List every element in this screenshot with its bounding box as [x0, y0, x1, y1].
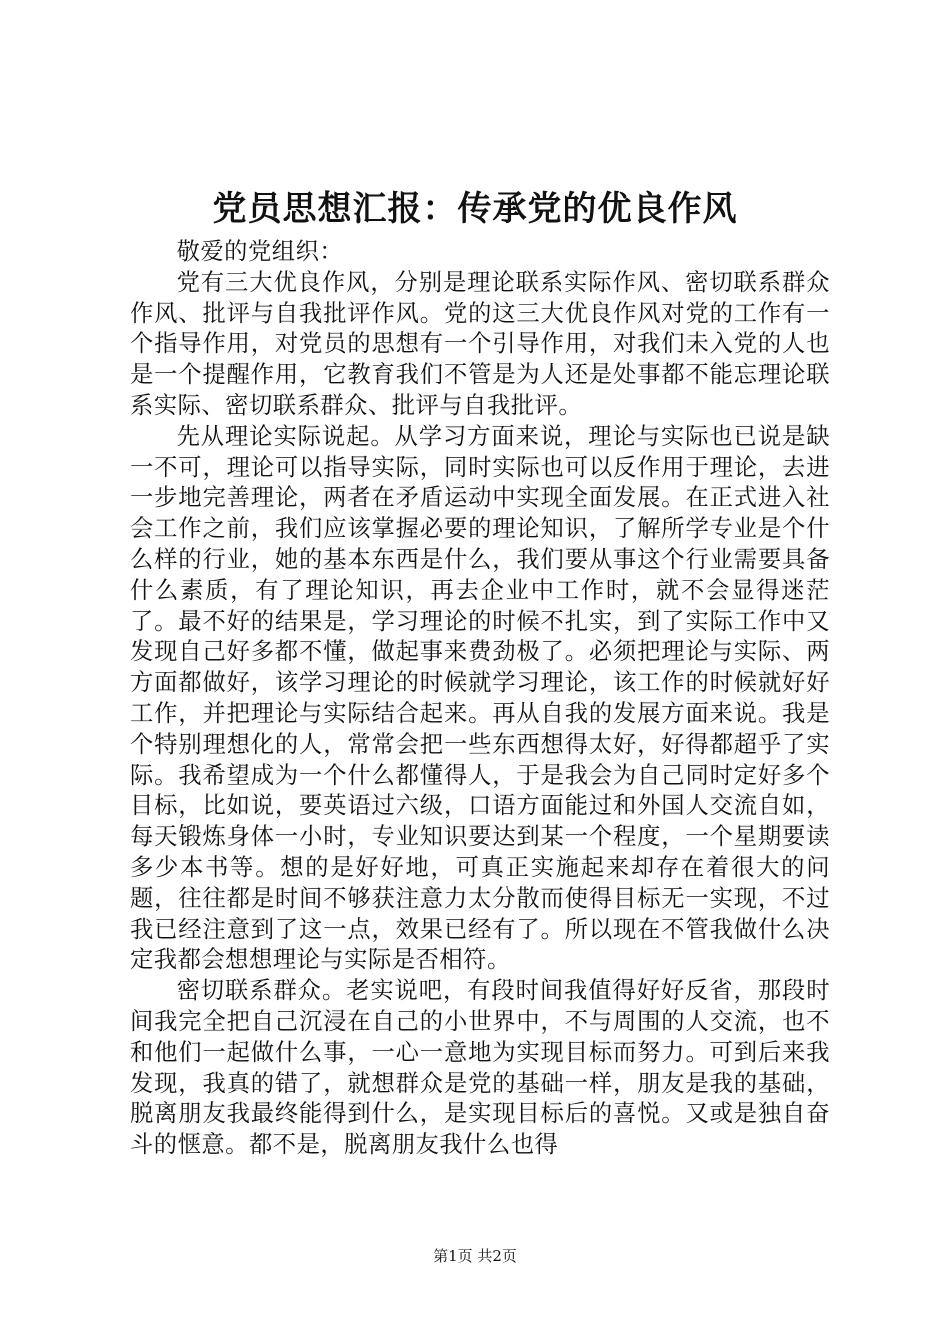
- paragraph-3: 密切联系群众。老实说吧，有段时间我值得好好反省，那段时间我完全把自己沉浸在自己的小世界中，不与周围的人交流，也不和他们一起做什么事，一心一意地为实现目标而努力。可到后来我发现，我真的错了，就想群众是党的基础一样，朋友是我的基础，脱离朋友我最终能得到什么，是实现目标后的喜悦。又或是独自奋斗的惬意。都不是，脱离朋友我什么也得: [130, 977, 830, 1159]
- salutation: 敬爱的党组织：: [176, 238, 344, 265]
- document-body: [130, 237, 830, 1161]
- paragraph-2: 先从理论实际说起。从学习方面来说，理论与实际也已说是缺一不可，理论可以指导实际，同时实际也可以反作用于理论，去进一步地完善理论，两者在矛盾运动中实现全面发展。在正式进入社会工作之前，我们应该掌握必要的理论知识，了解所学专业是个什么样的行业，她的基本东西是什么，我们要从事这个行业需要具备什么素质，有了理论知识，再去企业中工作时，就不会显得迷茫了。最不好的结果是，学习理论的时候不扎实，到了实际工作中又发现自己好多都不懂，做起事来费劲极了。必须把理论与实际、两方面都做好，该学习理论的时候就学习理论，该工作的时候就好好工作，并把理论与实际结合起来。再从自我的发展方面来说。我是个特别理想化的人，常常会把一些东西想得太好，好得都超乎了实际。我希望成为一个什么都懂得人，于是我会为自己同时定好多个目标，比如说，要英语过六级，口语方面能过和外国人交流自如，每天锻炼身体一小时，专业知识要达到某一个程度，一个星期要读多少本书等。想的是好好地，可真正实施起来却存在着很大的问题，往往都是时间不够获注意力太分散而使得目标无一实现，不过我已经注意到了这一点，效果已经有了。所以现在不管我做什么决定我都会想想理论与实际是否相符。: [130, 422, 830, 974]
- page-footer: 第1页 共2页: [433, 1247, 517, 1265]
- document-title: 党员思想汇报：传承党的优良作风: [212, 189, 738, 229]
- paragraph-1: 党有三大优良作风，分别是理论联系实际作风、密切联系群众作风、批评与自我批评作风。党的这三大优良作风对党的工作有一个指导作用，对党员的思想有一个引导作用，对我们未入党的人也是一个提醒作用，它教育我们不管是为人还是处事都不能忘理论联系实际、密切联系群众、批评与自我批评。: [130, 268, 830, 419]
